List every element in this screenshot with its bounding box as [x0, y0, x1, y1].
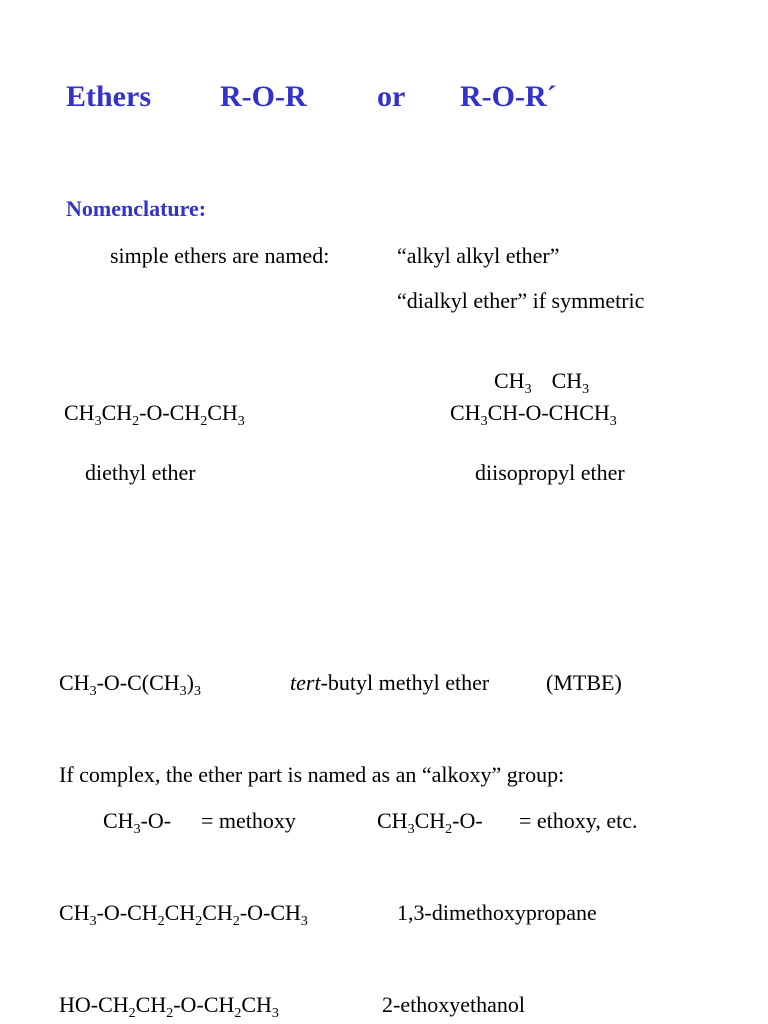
simple-ethers-label: simple ethers are named:	[110, 243, 330, 268]
dimethoxypropane-name: 1,3-dimethoxypropane	[397, 900, 597, 925]
mtbe-formula: $CH_3-O-C(CH_3)_3$	[59, 670, 201, 699]
title-formula-2: R-O-R´	[460, 80, 557, 113]
diethyl-ether-formula: $CH_3CH_2-O-CH_2CH_3$	[64, 400, 245, 429]
diisopropyl-ether-formula: $CH_3CH-O-CHCH_3$	[450, 400, 617, 429]
ethoxy-name: = ethoxy, etc.	[519, 808, 638, 833]
ethoxy-formula: $CH_3CH_2-O-$	[377, 808, 483, 837]
methoxy-name: = methoxy	[201, 808, 296, 833]
alkoxy-intro: If complex, the ether part is named as an “alkoxy” group:	[59, 762, 565, 787]
ethoxyethanol-formula: $HO-CH_2CH_2-O-CH_2CH_3$	[59, 992, 279, 1021]
nomenclature-heading: Nomenclature:	[66, 196, 207, 221]
dimethoxypropane-formula: $CH_3-O-CH_2CH_2CH_2-O-CH_3$	[59, 900, 308, 929]
ethoxyethanol-name: 2-ethoxyethanol	[382, 992, 525, 1017]
mtbe-abbreviation: (MTBE)	[546, 670, 622, 695]
diethyl-ether-name: diethyl ether	[85, 460, 196, 485]
diisopropyl-branch-formula: $CH_3$ $CH_3$	[494, 368, 590, 397]
title-connector: or	[377, 80, 406, 113]
mtbe-name: tert-butyl methyl ether	[290, 670, 490, 695]
diisopropyl-ether-name: diisopropyl ether	[475, 460, 625, 485]
title-formula-1: R-O-R	[220, 80, 307, 113]
title-word: Ethers	[66, 80, 151, 113]
methoxy-formula: $CH_3-O-$	[103, 808, 172, 837]
rule-dialkyl: “dialkyl ether” if symmetric	[397, 288, 645, 313]
rule-alkyl-alkyl: “alkyl alkyl ether”	[397, 243, 560, 268]
